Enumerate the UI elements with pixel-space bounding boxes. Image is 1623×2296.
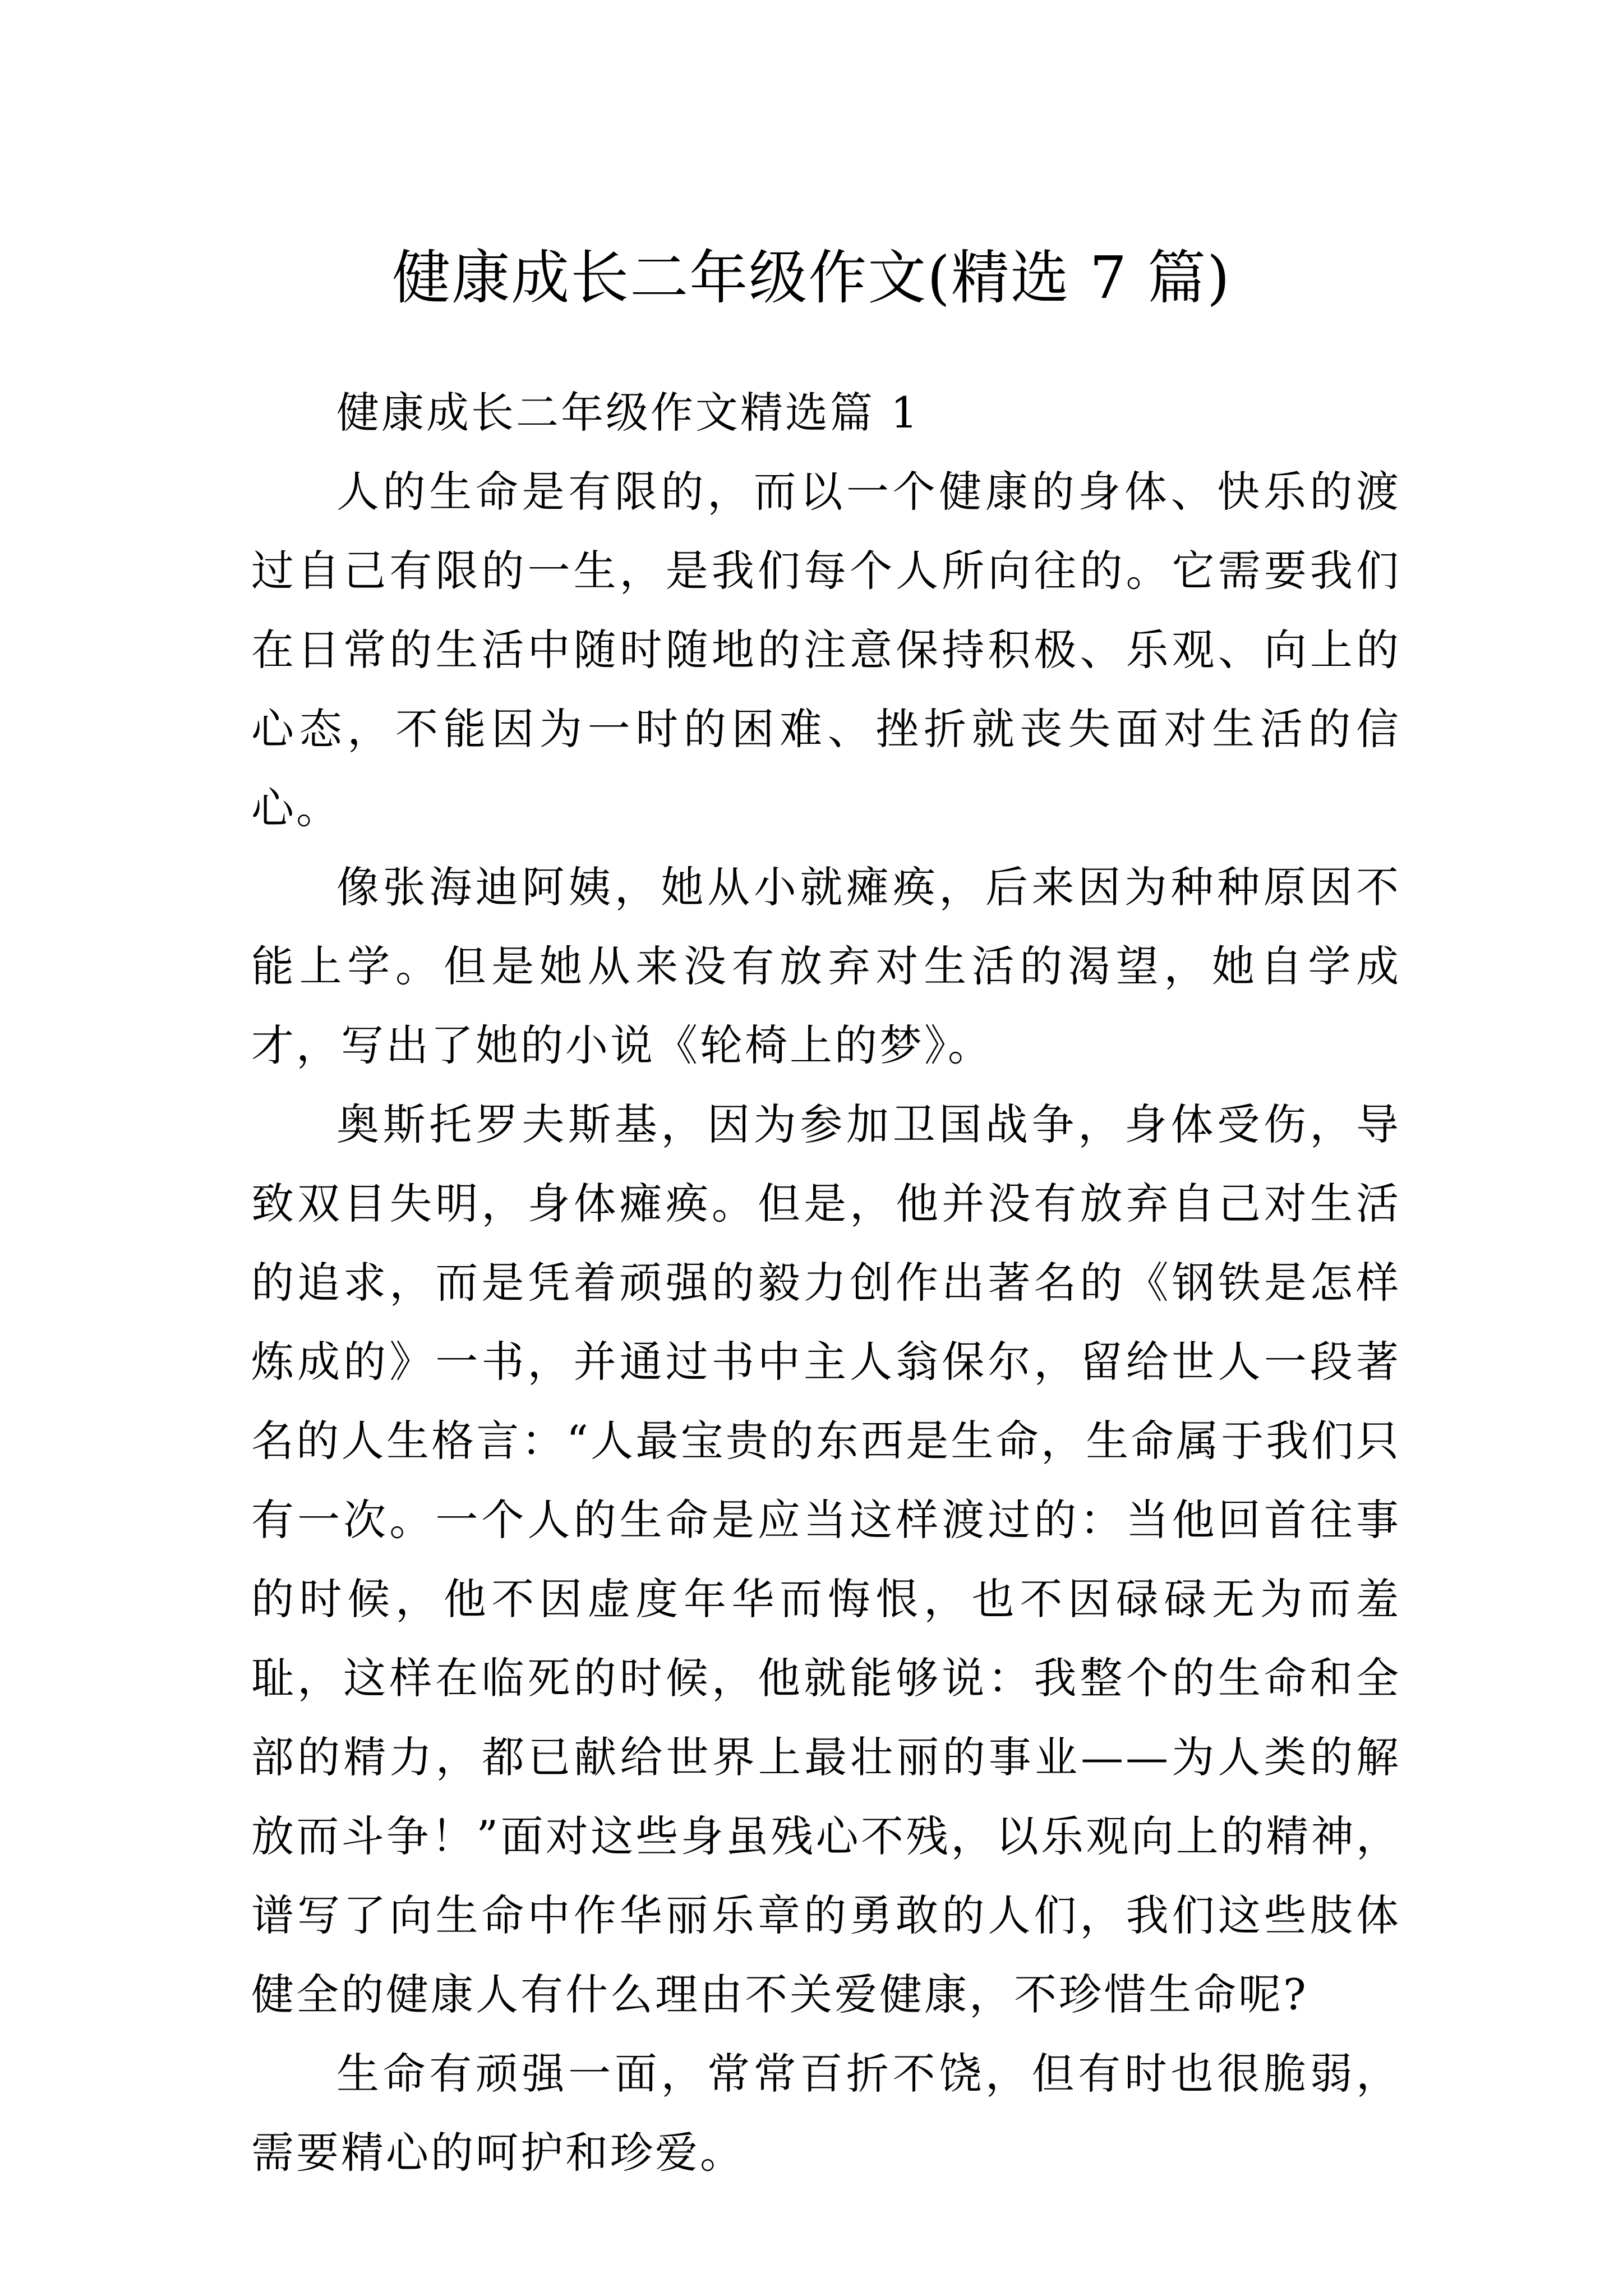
document-body	[251, 373, 1401, 2192]
paragraph: 奥斯托罗夫斯基，因为参加卫国战争，身体受伤，导致双目失明，身体瘫痪。但是，他并没有放弃自己对生活的追求，而是凭着顽强的毅力创作出著名的《钢铁是怎样炼成的》一书，并通过书中主人翁保尔，留给世人一段著名的人生格言：“人最宝贵的东西是生命，生命属于我们只有一次。一个人的生命是应当这样渡过的：当他回首往事的时候，他不因虚度年华而悔恨，也不因碌碌无为而羞耻，这样在临死的时候，他就能够说：我整个的生命和全部的精力，都已献给世界上最壮丽的事业——为人类的解放而斗争！”面对这些身虽残心不残，以乐观向上的精神，谱写了向生命中作华丽乐章的勇敢的人们，我们这些肢体健全的健康人有什么理由不关爱健康，不珍惜生命呢?	[251, 1099, 1401, 2019]
paragraph: 生命有顽强一面，常常百折不饶，但有时也很脆弱，需要精心的呵护和珍爱。	[251, 2049, 1401, 2178]
document-title: 健康成长二年级作文(精选 7 篇)	[392, 243, 1231, 312]
paragraph: 人的生命是有限的，而以一个健康的身体、快乐的渡过自己有限的一生，是我们每个人所向往的。它需要我们在日常的生活中随时随地的注意保持积极、乐观、向上的心态，不能因为一时的困难、挫折就丧失面对生活的信心。	[251, 467, 1401, 833]
section-heading: 健康成长二年级作文精选篇 1	[336, 388, 920, 438]
paragraph: 像张海迪阿姨，她从小就瘫痪，后来因为种种原因不能上学。但是她从来没有放弃对生活的渴望，她自学成才，写出了她的小说《轮椅上的梦》。	[251, 862, 1401, 1070]
